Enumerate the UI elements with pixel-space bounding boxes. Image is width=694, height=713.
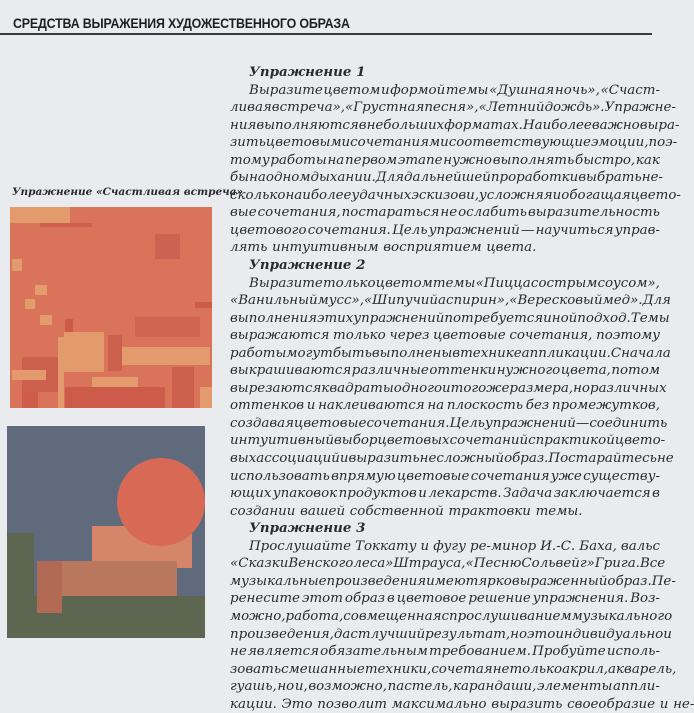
text-column: [230, 64, 694, 713]
text-line: произведения, даст лучший результат, но это индивидуально и: [230, 626, 672, 642]
text-line: Выразите цветом и формой темы «Душная ночь», «Счаст-: [249, 82, 660, 98]
text-line: работы могут быть выполнены в технике аппликации. Сначала: [230, 345, 671, 361]
exercise-1: [230, 64, 681, 257]
text-line: ливая встреча», «Грустная песня», «Летний дождь». Упражне-: [230, 100, 676, 116]
text-line: зить цветовыми сочетаниями соответствующие эмоции, поэ-: [230, 135, 678, 151]
text-line: вых ассоциаций и выразить несложный образ. Постарайтесь не: [230, 451, 674, 467]
text-line: музыкальные произведения имеют ярко выраженный образ. Пе-: [230, 573, 676, 589]
text-line: ния выполняются в небольших форматах. Наиболее важно выра-: [230, 117, 680, 133]
figure-caption: Упражнение «Счастливая встреча»: [12, 186, 244, 198]
text-line: выражаются только через цветовые сочетания, поэтому: [230, 328, 660, 344]
text-line: цветового сочетания. Цель упражнений — научиться управ-: [230, 222, 660, 238]
text-line: бы на одном дыхании. Для дальнейшей проработки выбрать не-: [230, 170, 663, 186]
artwork-composition: [7, 426, 205, 638]
text-line: создавая цветовые сочетания. Цель упражнений — соединить: [230, 415, 668, 431]
text-line: «Сказки Венского леса» Штрауса, «Песню Сольвейг» Грига. Все: [230, 556, 666, 572]
text-line: создании вашей собственной трактовки темы.: [230, 503, 583, 519]
text-line: тому работы на первом этапе нужно выполнять быстро, как: [230, 152, 660, 168]
text-line: ренесите этот образ в цветовое решение упражнения. Воз-: [230, 591, 660, 607]
header-rule: [0, 33, 652, 35]
text-line: выполнения этих упражнений потребуется иной подход. Темы: [230, 310, 670, 326]
text-line: Выразите только цветом темы «Пицца с острым соусом»,: [249, 275, 660, 291]
exercise-title: Упражнение 2: [249, 257, 366, 274]
exercise-title: Упражнение 1: [249, 64, 366, 80]
text-line: вырезаются квадраты одного и того же размера, но различных: [230, 380, 667, 396]
text-line: не является обязательным требованием. Пробуйте исполь-: [230, 644, 660, 660]
text-line: «Ванильный мусс», «Шипучий аспирин», «Вересковый мед». Для: [230, 293, 671, 309]
text-line: выкрашиваются различные оттенки нужного цвета, потом: [230, 363, 660, 379]
text-line: кации. Это позволит максимально выразить своеобразие и не-: [230, 696, 694, 712]
text-line: оттенков и наклеиваются на плоскость без промежутков,: [230, 398, 660, 414]
artwork-happy-meeting: [10, 207, 212, 408]
exercise-3: [230, 520, 694, 713]
text-line: лять интуитивным восприятием цвета.: [230, 240, 537, 256]
text-line: вые сочетания, постараться не ослабить выразительность: [230, 205, 660, 221]
text-line: гуашь, но и, возможно, пастель, карандаши, элементы аппли-: [230, 679, 660, 695]
exercise-2: [230, 257, 674, 520]
text-line: зовать смешанные техники, сочетая не только акрил, акварель,: [230, 661, 677, 677]
chapter-header: СРЕДСТВА ВЫРАЖЕНИЯ ХУДОЖЕСТВЕННОГО ОБРАЗА: [13, 16, 350, 31]
text-line: сколько наиболее удачных эскизов и, усложняя и обогащая цвето-: [230, 187, 681, 203]
exercise-title: Упражнение 3: [249, 520, 366, 537]
text-line: интуитивный выбор цветовых сочетаний с практикой цвето-: [230, 433, 666, 449]
text-line: использовать впрямую цветовые сочетания уже существу-: [230, 468, 660, 484]
text-line: можно, работа, совмещенная с прослушиванием музыкального: [230, 608, 673, 624]
text-line: ющих упаковок продуктов и лекарств. Задача заключается в: [230, 486, 660, 502]
text-line: Прослушайте Токкату и фугу ре-минор И.-С. Баха, вальс: [249, 538, 660, 554]
